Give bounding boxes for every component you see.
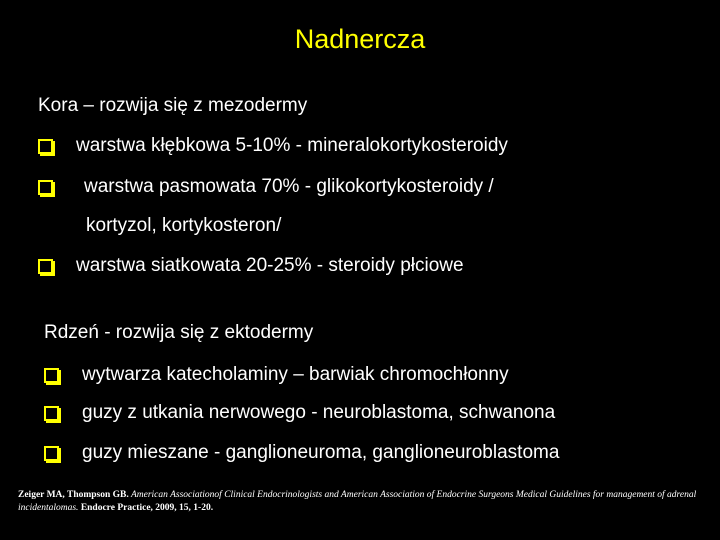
checkbox-square-icon [44,446,59,461]
section-heading-cortex: Kora – rozwija się z mezodermy [38,95,308,116]
checkbox-square-icon [44,406,59,421]
checkbox-square-icon [38,259,53,274]
list-item-text: wytwarza katecholaminy – barwiak chromochłonny [82,364,509,385]
checkbox-square-icon [38,180,53,195]
checkbox-square-icon [38,139,53,154]
list-item-text: warstwa pasmowata 70% - glikokortykosteroidy / [84,176,494,197]
list-item-text: warstwa siatkowata 20-25% - steroidy płciowe [76,255,464,276]
citation [18,489,698,515]
citation-journal: Endocre Practice [78,503,151,513]
list-item-continuation: kortyzol, kortykosteron/ [86,215,282,236]
slide-title: Nadnercza [294,24,426,54]
list-item-text: guzy mieszane - ganglioneuroma, ganglioneuroblastoma [82,442,560,463]
checkbox-square-icon [44,368,59,383]
section-heading-medulla: Rdzeń - rozwija się z ektodermy [44,322,314,343]
list-item-text: guzy z utkania nerwowego - neuroblastoma, schwanona [82,402,556,423]
citation-details: , 2009, 15, 1-20. [150,503,214,513]
list-item-text: warstwa kłębkowa 5-10% - mineralokortykosteroidy [76,135,508,156]
citation-authors: Zeiger MA, Thompson GB. [18,490,129,500]
citation-text: American Associationof Clinical Endocrinologists and American Association of Endocrine Surgeons Medical Guidelines for management of adrenal incidentalomas. [18,490,697,513]
